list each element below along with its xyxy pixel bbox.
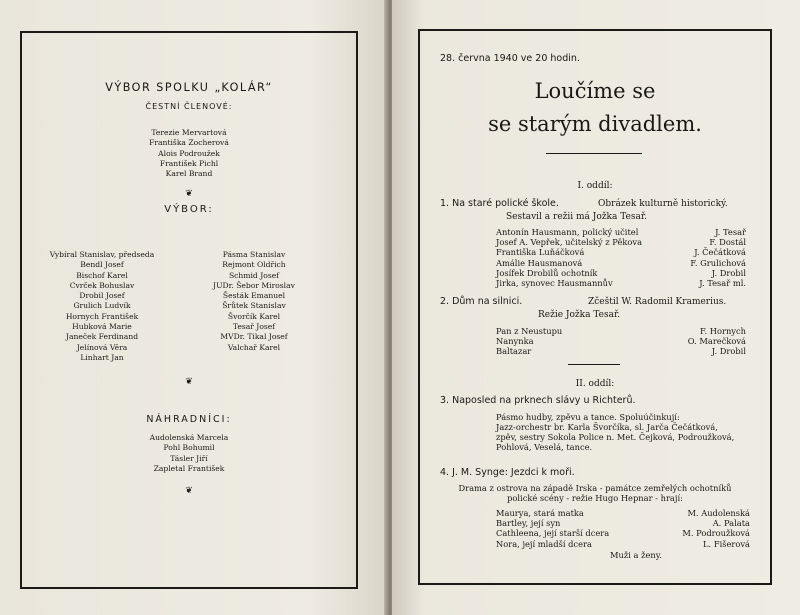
item-1-credit: Sestavil a režii má Jožka Tesař.: [506, 212, 648, 222]
text-line: Jazz-orchestr br. Karla Švorčíka, sl. Jarča Čečátková,: [496, 422, 718, 432]
item-2-title: 2. Dům na silnici.: [440, 296, 523, 307]
list-item: Valchař Karel: [227, 342, 281, 352]
honorary-members-list: [22, 128, 356, 179]
cast-row: Bartley, její syn A. Palata: [496, 518, 750, 529]
cast-row: Jirka, synovec Hausmannův J. Tesař ml.: [496, 277, 746, 288]
left-page: [0, 0, 388, 615]
text-line: Pásmo hudby, zpěvu a tance. Spoluúčinkují:: [496, 412, 680, 422]
program-title: Loučíme se: [534, 79, 656, 103]
list-item: Cvrček Bohuslav: [69, 280, 135, 290]
act-1-label: I. oddíl:: [577, 181, 613, 191]
list-item: Janeček Ferdinand: [65, 332, 139, 342]
performance-date: 28. června 1940 ve 20 hodin.: [440, 53, 580, 64]
cast-row: Antonín Hausmann, polický učitel J. Tesař: [496, 227, 746, 237]
divider: [568, 364, 620, 365]
item-4-title: 4. J. M. Synge: Jezdci k moři.: [440, 467, 575, 478]
text-line: zpěv, sestry Sokola Police n. Met. Čejková, Podroužková,: [496, 432, 735, 442]
committee-title: VÝBOR SPOLKU „KOLÁR“: [105, 81, 273, 94]
list-item: Pohl Bohumil: [163, 443, 215, 453]
cast-row: Nora, její mladší dcera L. Fišerová: [496, 538, 750, 549]
cast-row: Baltazar J. Drobil: [496, 346, 746, 357]
list-item: Tásler Jiří: [170, 453, 208, 463]
cast-row: Josef A. Vepřek, učitelský z Pěkova F. Dostál: [496, 237, 746, 248]
list-item: Bendl Josef: [80, 260, 124, 270]
list-item: Hubková Marie: [72, 322, 132, 332]
list-item: Grulich Ludvík: [73, 301, 131, 311]
list-item: Rejmont Oldřich: [222, 260, 286, 270]
list-item: Linhart Jan: [80, 352, 124, 362]
item-3-title: 3. Naposled na prknech slávy u Richterů.: [440, 395, 636, 406]
cast-row: Amálie Hausmanová F. Grulichová: [496, 257, 746, 268]
list-item: Švorčík Karel: [227, 311, 281, 321]
committee-frame: [20, 31, 358, 589]
item-4-cast: [496, 508, 750, 549]
list-item: MVDr. Tikal Josef: [220, 332, 288, 342]
list-item: František Pichl: [159, 158, 219, 168]
list-item: Pásma Stanislav: [222, 250, 286, 259]
act-2-label: II. oddíl:: [575, 379, 615, 389]
list-item: Hornych František: [65, 311, 139, 321]
list-item: Šrůtek Stanislav: [222, 301, 286, 311]
item-4-closing: Muži a ženy.: [610, 550, 662, 560]
list-item: Bischof Karel: [76, 270, 128, 280]
item-3-description: [496, 412, 734, 452]
text-line: Pohlová, Veselá, tance.: [496, 442, 593, 452]
cast-row: Nanynka O. Marečková: [496, 336, 746, 347]
substitutes-list: [22, 433, 356, 474]
list-item: Alois Podroužek: [158, 148, 220, 158]
substitutes-label: NÁHRADNÍCI:: [146, 414, 232, 425]
divider: [546, 153, 642, 154]
cast-row: Pan z Neustupu F. Hornych: [496, 326, 746, 336]
item-1-cast: [496, 227, 746, 288]
cast-row: Cathleena, její starší dcera M. Podroužková: [496, 528, 750, 539]
cast-row: Maurya, stará matka M. Audolenská: [496, 508, 750, 518]
program-title-line2: se starým divadlem.: [488, 112, 702, 136]
list-item: Schmid Josef: [228, 270, 280, 280]
program-frame: [418, 29, 772, 585]
item-1-subtitle: Obrázek kulturně historický.: [598, 199, 728, 209]
honorary-members-label: ČESTNÍ ČLENOVÉ:: [145, 102, 233, 111]
list-item: Karel Brand: [165, 169, 213, 179]
committee-list-left: [22, 250, 182, 363]
list-item: Zapletal František: [153, 463, 225, 473]
committee-list-right: [174, 250, 334, 353]
item-2-subtitle: Zčeštil W. Radomil Kramerius.: [588, 297, 727, 307]
list-item: Františka Zocherová: [149, 138, 229, 148]
list-item: Drobil Josef: [79, 291, 125, 301]
item-4-description: [420, 483, 770, 503]
list-item: Audolenská Marcela: [149, 433, 229, 442]
committee-label: VÝBOR:: [164, 204, 214, 215]
list-item: Jelínová Věra: [76, 342, 128, 352]
text-line: Drama z ostrova na západě Irska - památce zemřelých ochotníků: [458, 483, 732, 493]
item-1-title: 1. Na staré polické škole.: [440, 198, 559, 209]
cast-row: Josífek Drobilů ochotník J. Drobil: [496, 267, 746, 278]
ornament-icon: ❦: [185, 189, 193, 199]
ornament-icon: ❦: [185, 377, 193, 387]
list-item: Tesař Josef: [232, 322, 276, 332]
item-2-credit: Režie Jožka Tesař.: [538, 310, 621, 320]
list-item: Vybíral Stanislav, předseda: [49, 250, 155, 259]
list-item: JUDr. Šebor Miroslav: [213, 280, 295, 290]
list-item: Terezie Mervartová: [151, 128, 227, 137]
list-item: Šesták Emanuel: [222, 291, 286, 301]
text-line: polické scény - režie Hugo Hepnar - hrají:: [507, 493, 683, 503]
item-2-cast: [496, 326, 746, 357]
cast-row: Františka Luňáčková J. Čečátková: [496, 247, 746, 258]
ornament-icon: ❦: [185, 486, 193, 496]
right-page: [392, 0, 800, 615]
